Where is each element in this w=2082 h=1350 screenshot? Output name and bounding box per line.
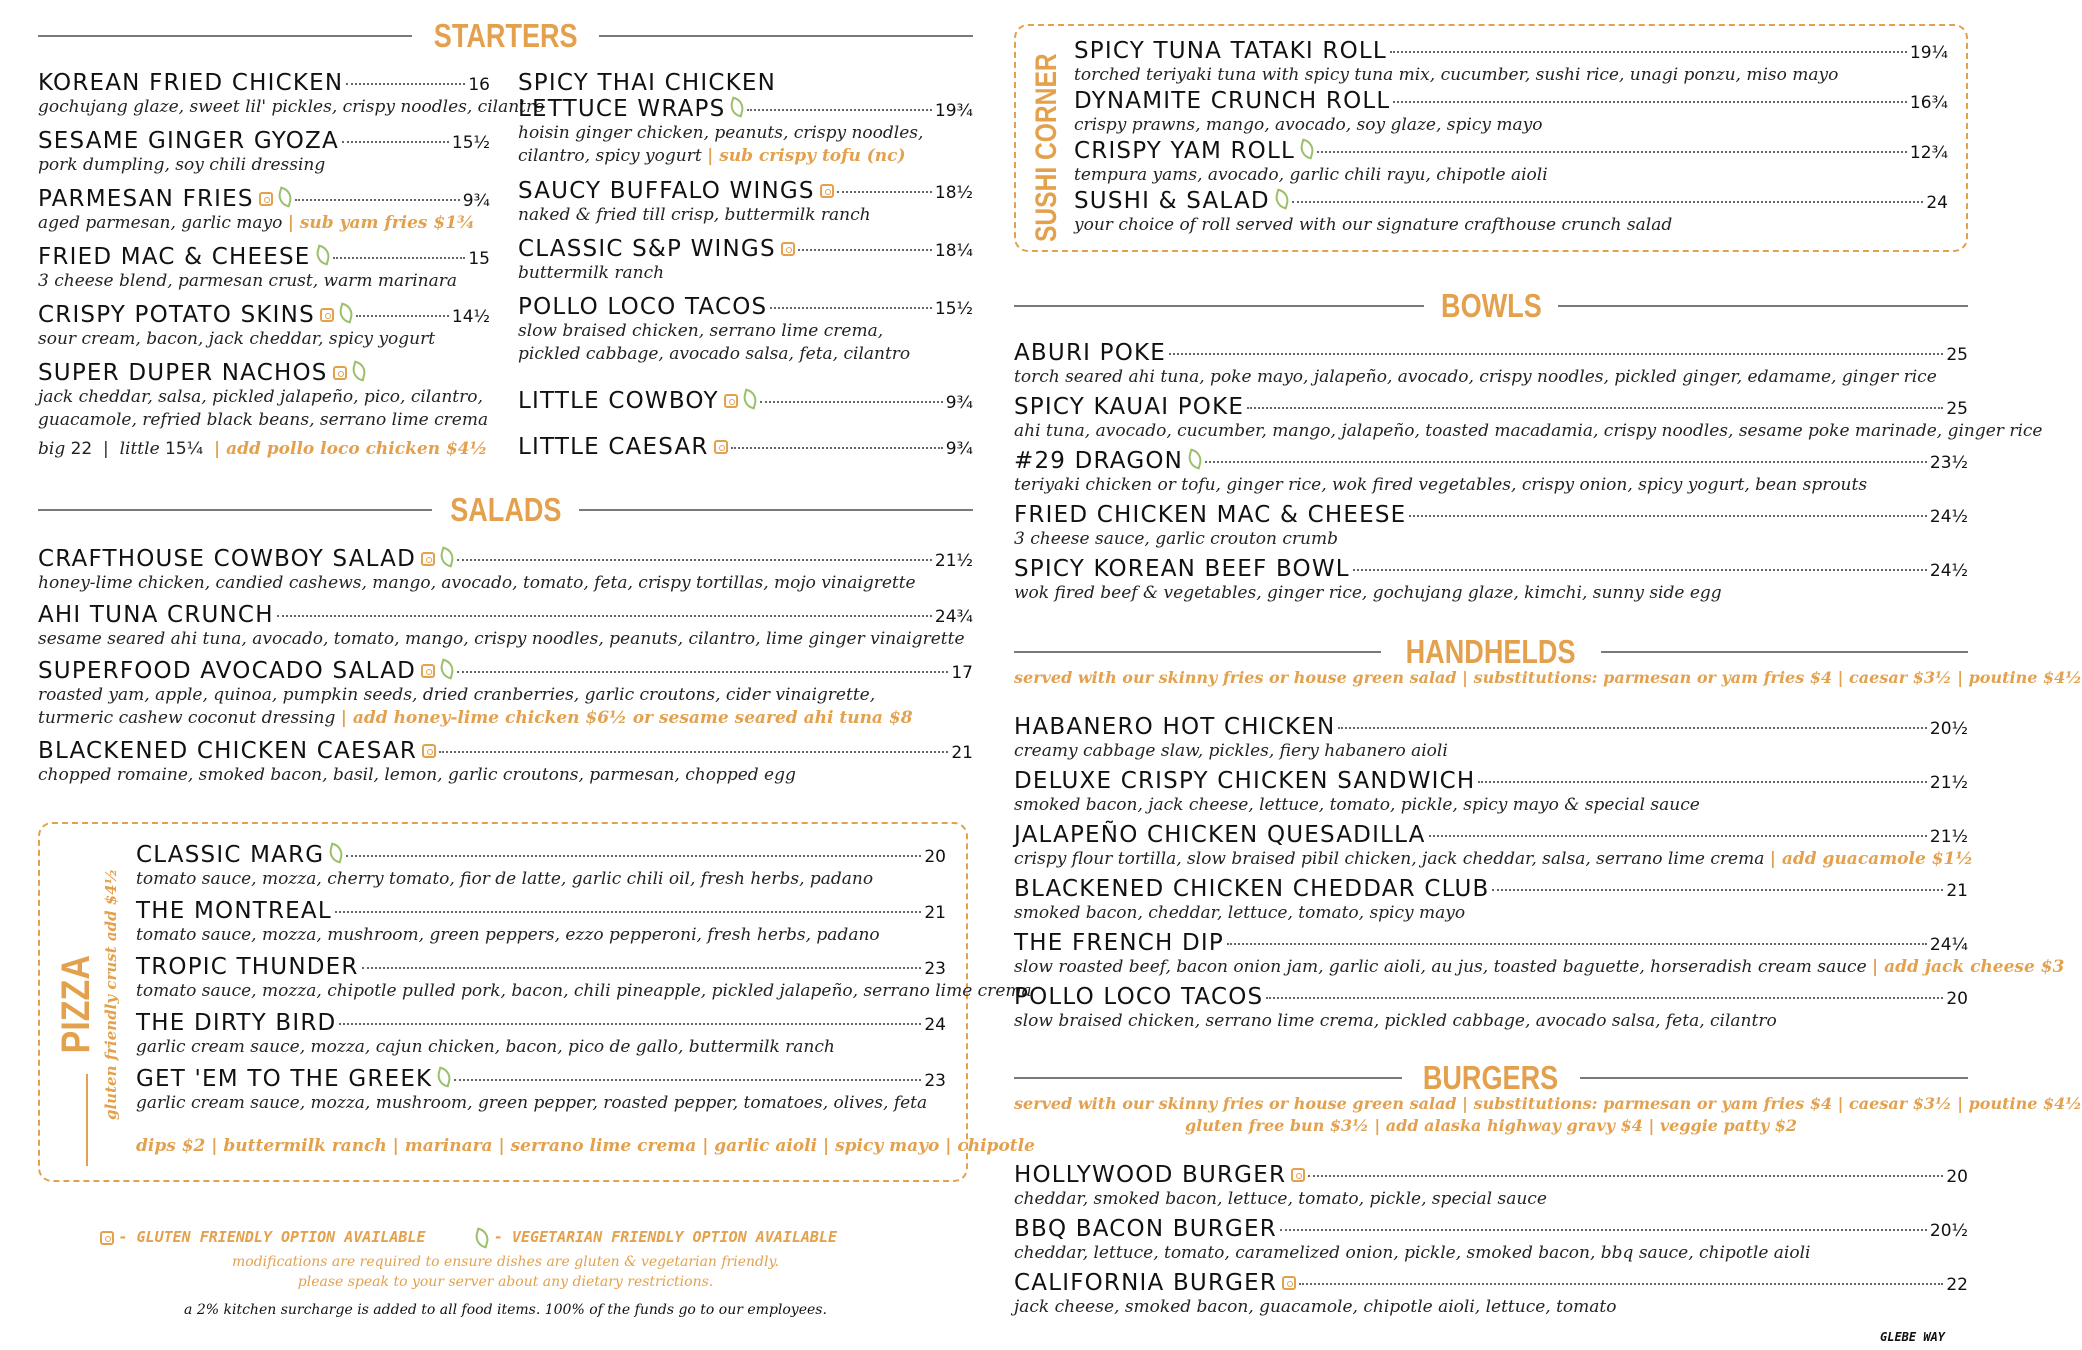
menu-item: FRIED CHICKEN MAC & CHEESE 24½ 3 cheese sauce, garlic crouton crumb <box>1014 502 1968 549</box>
gluten-friendly-icon <box>333 366 347 380</box>
bowls-header <box>1014 284 1968 328</box>
gluten-friendly-icon <box>422 744 436 758</box>
burgers-note-2: gluten free bun $3½ | add alaska highway gravy $4 | veggie patty $2 <box>1184 1116 1798 1135</box>
nachos-sizes: big 22 | little 15¼ | add pollo loco chicken $4½ <box>38 439 488 459</box>
handhelds-note: served with our skinny fries or house green salad | substitutions: parmesan or yam fries $4 | caesar $3½ | poutine $4½ <box>1014 668 2082 687</box>
section-title-starters: STARTERS <box>433 17 578 54</box>
gluten-friendly-icon <box>1291 1168 1305 1182</box>
menu-item: BLACKENED CHICKEN CAESAR 21 chopped romaine, smoked bacon, basil, lemon, garlic croutons, parmesan, chopped egg <box>38 738 973 785</box>
burgers-note-1: served with our skinny fries or house green salad | substitutions: parmesan or yam fries $4 | caesar $3½ | poutine $4½ <box>1014 1094 2082 1113</box>
menu-item: AHI TUNA CRUNCH 24¾ sesame seared ahi tuna, avocado, tomato, mango, crispy noodles, peanuts, cilantro, lime ginger vinaigrette <box>38 602 973 649</box>
menu-item: SUPER DUPER NACHOS jack cheddar, salsa, pickled jalapeño, pico, cilantro, guacamole, refried black beans, serrano lime crema big 22 | little 15¼ | add pollo loco chicken $4½ <box>38 360 489 459</box>
menu-item: #29 DRAGON 23½ teriyaki chicken or tofu, ginger rice, wok fired vegetables, crispy onion, spicy yogurt, bean sprouts <box>1014 448 1968 495</box>
gluten-friendly-icon <box>724 394 738 408</box>
menu-item: POLLO LOCO TACOS 15½ slow braised chicken, serrano lime crema, pickled cabbage, avocado salsa, feta, cilantro <box>518 294 973 364</box>
signature: GLEBE WAY <box>1880 1330 1946 1344</box>
menu-item: CRISPY POTATO SKINS 14½ sour cream, bacon, jack cheddar, spicy yogurt <box>38 302 490 349</box>
menu-item: BLACKENED CHICKEN CHEDDAR CLUB 21 smoked bacon, cheddar, lettuce, tomato, spicy mayo <box>1014 876 1968 923</box>
menu-item: THE MONTREAL 21 tomato sauce, mozza, mushroom, green peppers, ezzo pepperoni, fresh herbs, padano <box>136 898 946 945</box>
menu-item: SAUCY BUFFALO WINGS 18½ naked & fried till crisp, buttermilk ranch <box>518 178 973 225</box>
vegetarian-leaf-icon <box>435 1066 453 1087</box>
section-title-burgers: BURGERS <box>1423 1059 1559 1096</box>
menu-item: THE FRENCH DIP 24¼ slow roasted beef, bacon onion jam, garlic aioli, au jus, toasted baguette, horseradish cream sauce | add jack cheese $3 <box>1014 930 2065 977</box>
vegetarian-leaf-icon <box>1186 448 1204 469</box>
vegetarian-leaf-icon <box>1273 188 1291 209</box>
menu-item: SUSHI & SALAD 24 your choice of roll served with our signature crafthouse crunch salad <box>1074 188 1948 235</box>
menu-item: BBQ BACON BURGER 20½ cheddar, lettuce, tomato, caramelized onion, pickle, smoked bacon, bbq sauce, chipotle aioli <box>1014 1216 1968 1263</box>
menu-item: DELUXE CRISPY CHICKEN SANDWICH 21½ smoked bacon, jack cheese, lettuce, tomato, pickle, spicy mayo & special sauce <box>1014 768 1968 815</box>
vegetarian-leaf-icon <box>1298 138 1316 159</box>
vegetarian-leaf-icon <box>728 96 746 117</box>
gluten-friendly-icon <box>781 242 795 256</box>
section-title-bowls: BOWLS <box>1440 287 1542 324</box>
menu-item: CALIFORNIA BURGER 22 jack cheese, smoked bacon, guacamole, chipotle aioli, lettuce, tomato <box>1014 1270 1968 1317</box>
gluten-friendly-icon <box>100 1231 114 1245</box>
menu-item: SUPERFOOD AVOCADO SALAD 17 roasted yam, apple, quinoa, pumpkin seeds, dried cranberries, garlic croutons, cider vinaigrette, turmeric cashew coconut dressing | add honey-lime chicken $6½ or sesame seared ahi tuna $8 <box>38 658 973 728</box>
gluten-friendly-icon <box>820 184 834 198</box>
vegetarian-leaf-icon <box>438 546 456 567</box>
gluten-friendly-icon <box>714 440 728 454</box>
sushi-label: SUSHI CORNER <box>1030 53 1063 242</box>
salads-header <box>38 488 973 532</box>
menu-item: PARMESAN FRIES 9¾ aged parmesan, garlic mayo | sub yam fries $1¾ <box>38 186 490 233</box>
starters-header <box>38 14 973 58</box>
menu-item: HABANERO HOT CHICKEN 20½ creamy cabbage slaw, pickles, fiery habanero aioli <box>1014 714 1968 761</box>
menu-item: SESAME GINGER GYOZA 15½ pork dumpling, soy chili dressing <box>38 128 490 175</box>
menu-item: POLLO LOCO TACOS 20 slow braised chicken, serrano lime crema, pickled cabbage, avocado salsa, feta, cilantro <box>1014 984 1968 1031</box>
vegetarian-leaf-icon <box>276 186 294 207</box>
menu-item: LITTLE CAESAR 9¾ <box>518 434 973 460</box>
gluten-friendly-icon <box>421 552 435 566</box>
menu-item: TROPIC THUNDER 23 tomato sauce, mozza, chipotle pulled pork, bacon, chili pineapple, pickled jalapeño, serrano lime crema <box>136 954 1032 1001</box>
menu-item: CLASSIC S&P WINGS 18¼ buttermilk ranch <box>518 236 973 283</box>
gluten-friendly-icon <box>1282 1276 1296 1290</box>
vegetarian-leaf-icon <box>349 360 367 381</box>
menu-item: SPICY TUNA TATAKI ROLL 19¼ torched teriyaki tuna with spicy tuna mix, cucumber, sushi rice, unagi ponzu, miso mayo <box>1074 38 1948 85</box>
gluten-friendly-icon <box>259 192 273 206</box>
menu-item: CLASSIC MARG 20 tomato sauce, mozza, cherry tomato, fior de latte, garlic chili oil, fresh herbs, padano <box>136 842 946 889</box>
menu-item: SPICY KAUAI POKE 25 ahi tuna, avocado, cucumber, mango, jalapeño, toasted macadamia, crispy noodles, sesame poke marinade, ginger rice <box>1014 394 2043 441</box>
vegetarian-leaf-icon <box>313 244 331 265</box>
gluten-friendly-icon <box>320 308 334 322</box>
vegetarian-leaf-icon <box>741 388 759 409</box>
gluten-friendly-icon <box>421 664 435 678</box>
vegetarian-leaf-icon <box>337 302 355 323</box>
menu-item: HOLLYWOOD BURGER 20 cheddar, smoked bacon, lettuce, tomato, pickle, special sauce <box>1014 1162 1968 1209</box>
menu-item: CRISPY YAM ROLL 12¾ tempura yams, avocado, garlic chili rayu, chipotle aioli <box>1074 138 1948 185</box>
vegetarian-leaf-icon <box>473 1227 491 1248</box>
menu-item: THE DIRTY BIRD 24 garlic cream sauce, mozza, cajun chicken, bacon, pico de gallo, buttermilk ranch <box>136 1010 946 1057</box>
menu-item: SPICY THAI CHICKEN LETTUCE WRAPS 19¾ hoisin ginger chicken, peanuts, crispy noodles, cilantro, spicy yogurt | sub crispy tofu (nc) <box>518 70 973 166</box>
section-title-handhelds: HANDHELDS <box>1406 633 1576 670</box>
menu-item: LITTLE COWBOY 9¾ <box>518 388 973 414</box>
pizza-label: PIZZA <box>54 955 98 1054</box>
menu-item: ABURI POKE 25 torch seared ahi tuna, poke mayo, jalapeño, avocado, crispy noodles, pickled ginger, edamame, ginger rice <box>1014 340 1968 387</box>
menu-item: JALAPEÑO CHICKEN QUESADILLA 21½ crispy flour tortilla, slow braised pibil chicken, jack cheddar, salsa, serrano lime crema | add guacamole $1½ <box>1014 822 1974 869</box>
dips-line: dips $2 | buttermilk ranch | marinara | serrano lime crema | garlic aioli | spicy mayo | chipotle <box>136 1136 1035 1156</box>
section-title-salads: SALADS <box>449 491 562 528</box>
pizza-sublabel: gluten friendly crust add $4½ <box>102 868 120 1120</box>
menu-item: KOREAN FRIED CHICKEN 16 gochujang glaze, sweet lil' pickles, crispy noodles, cilantro <box>38 70 545 117</box>
menu-item: GET 'EM TO THE GREEK 23 garlic cream sauce, mozza, mushroom, green pepper, roasted pepper, tomatoes, olives, feta <box>136 1066 946 1113</box>
menu-item: DYNAMITE CRUNCH ROLL 16¾ crispy prawns, mango, avocado, soy glaze, spicy mayo <box>1074 88 1948 135</box>
menu-item: SPICY KOREAN BEEF BOWL 24½ wok fired beef & vegetables, ginger rice, gochujang glaze, kimchi, sunny side egg <box>1014 556 1968 603</box>
vegetarian-leaf-icon <box>327 842 345 863</box>
menu-item: FRIED MAC & CHEESE 15 3 cheese blend, parmesan crust, warm marinara <box>38 244 490 291</box>
menu-item: CRAFTHOUSE COWBOY SALAD 21½ honey-lime chicken, candied cashews, mango, avocado, tomato, feta, crispy tortillas, mojo vinaigrette <box>38 546 973 593</box>
vegetarian-leaf-icon <box>438 658 456 679</box>
